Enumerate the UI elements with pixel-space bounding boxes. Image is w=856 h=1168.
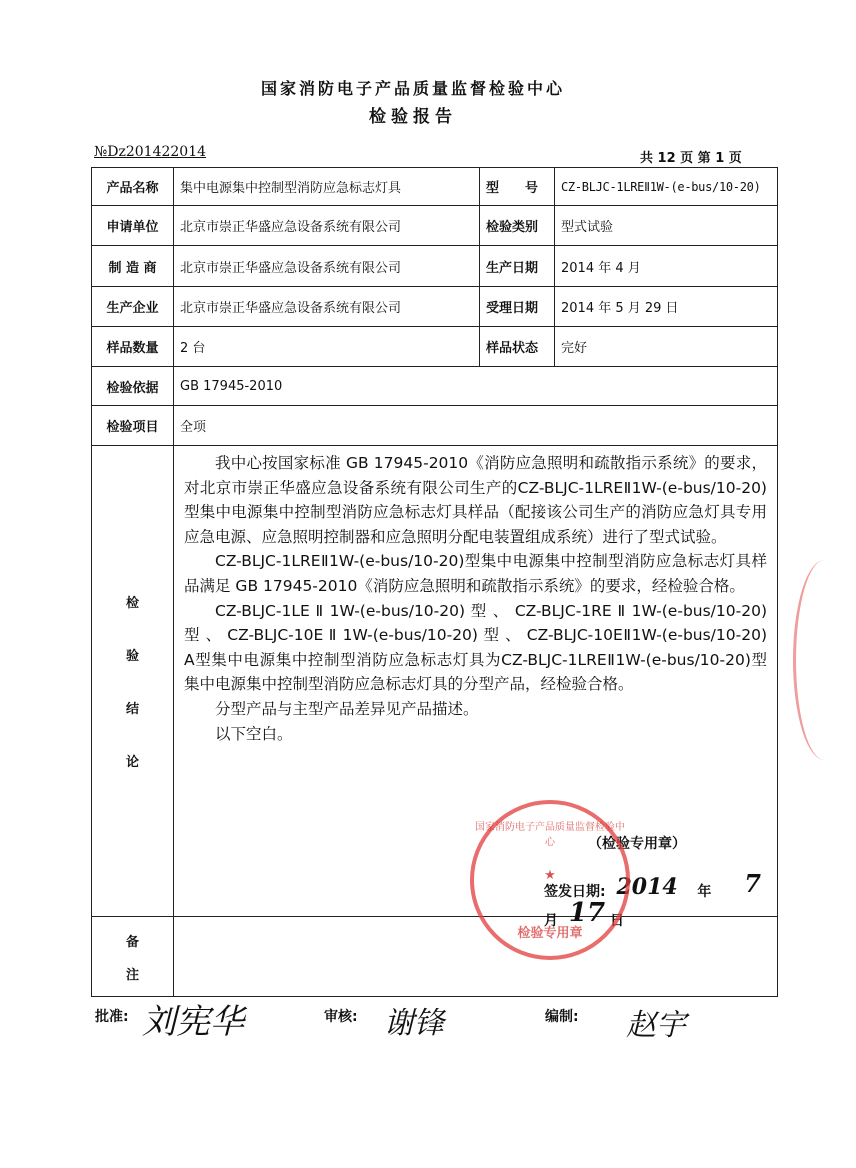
seal-star-icon: ★ — [544, 868, 556, 883]
accept-date-value: 2014 年 5 月 29 日 — [555, 287, 778, 327]
review-label: 审核: — [324, 1009, 358, 1025]
conclusion-row — [92, 446, 778, 917]
items-label: 检验项目 — [92, 406, 174, 446]
month-unit: 月 — [544, 913, 558, 929]
year-unit: 年 — [697, 884, 712, 900]
applicant-label: 申请单位 — [92, 206, 174, 246]
producer-value: 北京市崇正华盛应急设备系统有限公司 — [174, 287, 480, 327]
issue-day: 17 — [568, 898, 606, 928]
conclusion-label: 检 验 结 论 — [92, 446, 174, 917]
production-date-value: 2014 年 4 月 — [555, 246, 778, 287]
seal-ring-text: 国家消防电子产品质量监督检验中心 — [475, 822, 625, 848]
issue-year: 2014 — [616, 874, 678, 900]
report-table — [91, 167, 778, 997]
seal-bottom-text: 检验专用章 — [517, 926, 583, 941]
report-number: №Dz201422014 — [94, 144, 207, 160]
compile-signature: 赵宇 — [626, 1008, 686, 1043]
model-value: CZ-BLJC-1LREⅡ1W-(e-bus/10-20) — [555, 168, 778, 206]
table-row — [92, 367, 778, 406]
conclusion-paragraph: CZ-BLJC-1LE Ⅱ 1W-(e-bus/10-20) 型 、 CZ-BLJC-1RE Ⅱ 1W-(e-bus/10-20) 型 、 CZ-BLJC-10E Ⅱ 1W-(e-bus/10-20) 型 、 CZ-BLJC-10EⅡ1W-(e-bus/10-20)A型集中电源集中控制型消防应急标志灯具为CZ-BLJC-1LREⅡ1W-(e-bus/10-20)型集中电源集中控制型消防应急标志灯具的分型产品，经检验合格。 — [184, 601, 767, 694]
org-title: 国家消防电子产品质量监督检验中心 — [260, 79, 565, 98]
conclusion-paragraph: 以下空白。 — [215, 724, 293, 743]
official-seal — [470, 800, 630, 960]
basis-label: 检验依据 — [92, 367, 174, 406]
issue-date-label: 签发日期: — [544, 884, 606, 900]
seam-seal — [793, 560, 856, 760]
document-title: 检验报告 — [369, 107, 457, 127]
table-row — [92, 406, 778, 446]
manufacturer-label: 制 造 商 — [92, 246, 174, 287]
review-signature: 谢锋 — [384, 1006, 444, 1041]
conclusion-paragraph: 分型产品与主型产品差异见产品描述。 — [215, 699, 479, 718]
approve-signature: 刘宪华 — [142, 1002, 244, 1042]
table-row — [92, 287, 778, 327]
sample-qty-value: 2 台 — [174, 327, 480, 367]
table-row — [92, 206, 778, 246]
table-row — [92, 327, 778, 367]
compile-label: 编制: — [545, 1009, 579, 1025]
manufacturer-value: 北京市崇正华盛应急设备系统有限公司 — [174, 246, 480, 287]
accept-date-label: 受理日期 — [480, 287, 555, 327]
product-name-label: 产品名称 — [92, 168, 174, 206]
table-row — [92, 246, 778, 287]
basis-value: GB 17945-2010 — [174, 367, 778, 406]
remarks-label: 备 注 — [92, 917, 174, 997]
table-row — [92, 168, 778, 206]
issue-month: 7 — [744, 869, 761, 898]
conclusion-paragraph: 我中心按国家标准 GB 17945-2010《消防应急照明和疏散指示系统》的要求，对北京市崇正华盛应急设备系统有限公司生产的CZ-BLJC-1LREⅡ1W-(e-bus/10-20)型集中电源集中控制型消防应急标志灯具样品（配接该公司生产的消防应急灯具专用应急电源、应急照明控制器和应急照明分配电装置组成系统）进行了型式试验。 — [184, 454, 767, 546]
day-unit: 日 — [609, 913, 624, 929]
items-value: 全项 — [174, 406, 778, 446]
sample-state-value: 完好 — [555, 327, 778, 367]
approve-label: 批准: — [95, 1009, 129, 1025]
product-name-value: 集中电源集中控制型消防应急标志灯具 — [174, 168, 480, 206]
model-label: 型 号 — [480, 168, 555, 206]
sample-state-label: 样品状态 — [480, 327, 555, 367]
page-count: 共 12 页 第 1 页 — [640, 151, 742, 166]
stamp-label: （检验专用章） — [588, 836, 686, 852]
test-type-value: 型式试验 — [555, 206, 778, 246]
applicant-value: 北京市崇正华盛应急设备系统有限公司 — [174, 206, 480, 246]
test-type-label: 检验类别 — [480, 206, 555, 246]
conclusion-paragraph: CZ-BLJC-1LREⅡ1W-(e-bus/10-20)型集中电源集中控制型消防应急标志灯具样品满足 GB 17945-2010《消防应急照明和疏散指示系统》的要求，经检验合格。 — [184, 552, 767, 595]
sample-qty-label: 样品数量 — [92, 327, 174, 367]
production-date-label: 生产日期 — [480, 246, 555, 287]
producer-label: 生产企业 — [92, 287, 174, 327]
